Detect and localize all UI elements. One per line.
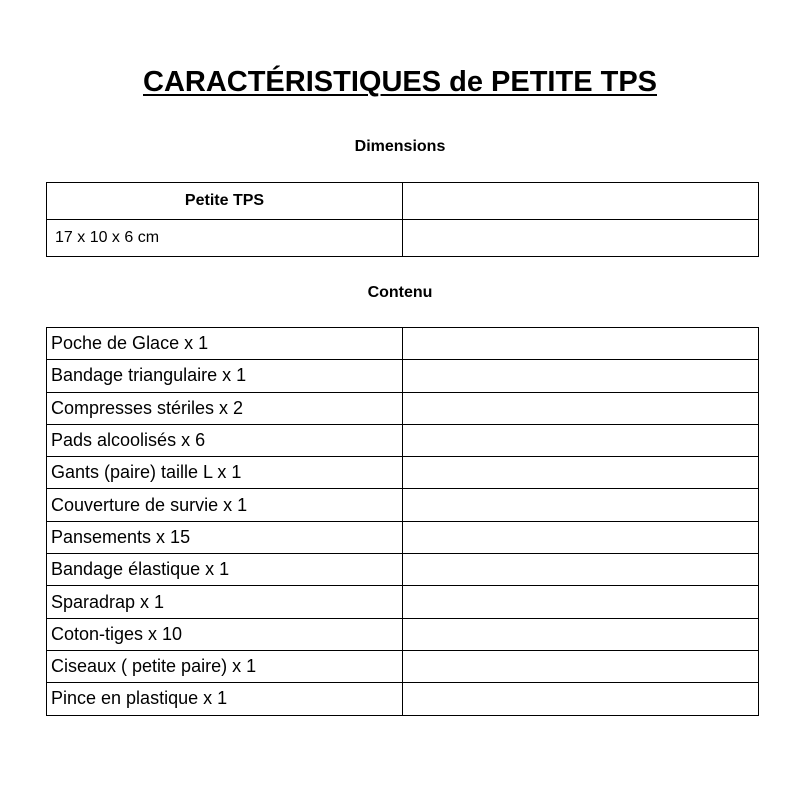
content-empty-cell bbox=[403, 683, 759, 715]
dimensions-heading: Dimensions bbox=[354, 138, 446, 155]
dimensions-table bbox=[46, 182, 759, 257]
contents-heading: Contenu bbox=[367, 284, 433, 301]
content-item-cell: Coton-tiges x 10 bbox=[47, 618, 403, 650]
content-item-cell: Poche de Glace x 1 bbox=[47, 328, 403, 360]
table-row bbox=[47, 457, 759, 489]
table-row bbox=[47, 328, 759, 360]
content-item-cell: Pince en plastique x 1 bbox=[47, 683, 403, 715]
content-item-cell: Bandage élastique x 1 bbox=[47, 554, 403, 586]
dimensions-header-cell: Petite TPS bbox=[47, 183, 403, 220]
dimensions-header-cell-empty bbox=[403, 183, 759, 220]
content-empty-cell bbox=[403, 554, 759, 586]
content-item-cell: Pads alcoolisés x 6 bbox=[47, 424, 403, 456]
content-empty-cell bbox=[403, 392, 759, 424]
content-empty-cell bbox=[403, 424, 759, 456]
table-row bbox=[47, 618, 759, 650]
contents-table bbox=[46, 327, 759, 716]
content-empty-cell bbox=[403, 457, 759, 489]
content-item-cell: Sparadrap x 1 bbox=[47, 586, 403, 618]
content-empty-cell bbox=[403, 328, 759, 360]
table-row bbox=[47, 586, 759, 618]
table-row bbox=[47, 554, 759, 586]
dimensions-header-row bbox=[47, 183, 759, 220]
dimensions-value-cell-empty bbox=[403, 220, 759, 257]
content-empty-cell bbox=[403, 360, 759, 392]
table-row bbox=[47, 650, 759, 682]
content-item-cell: Bandage triangulaire x 1 bbox=[47, 360, 403, 392]
content-empty-cell bbox=[403, 650, 759, 682]
page-title: CARACTÉRISTIQUES de PETITE TPS bbox=[143, 66, 657, 98]
dimensions-value-row bbox=[47, 220, 759, 257]
dimensions-value-cell: 17 x 10 x 6 cm bbox=[47, 220, 403, 257]
table-row bbox=[47, 424, 759, 456]
table-row bbox=[47, 392, 759, 424]
content-empty-cell bbox=[403, 489, 759, 521]
content-empty-cell bbox=[403, 521, 759, 553]
table-row bbox=[47, 360, 759, 392]
content-item-cell: Couverture de survie x 1 bbox=[47, 489, 403, 521]
content-item-cell: Ciseaux ( petite paire) x 1 bbox=[47, 650, 403, 682]
table-row bbox=[47, 489, 759, 521]
table-row bbox=[47, 683, 759, 715]
content-item-cell: Gants (paire) taille L x 1 bbox=[47, 457, 403, 489]
content-item-cell: Pansements x 15 bbox=[47, 521, 403, 553]
content-empty-cell bbox=[403, 618, 759, 650]
table-row bbox=[47, 521, 759, 553]
content-empty-cell bbox=[403, 586, 759, 618]
content-item-cell: Compresses stériles x 2 bbox=[47, 392, 403, 424]
